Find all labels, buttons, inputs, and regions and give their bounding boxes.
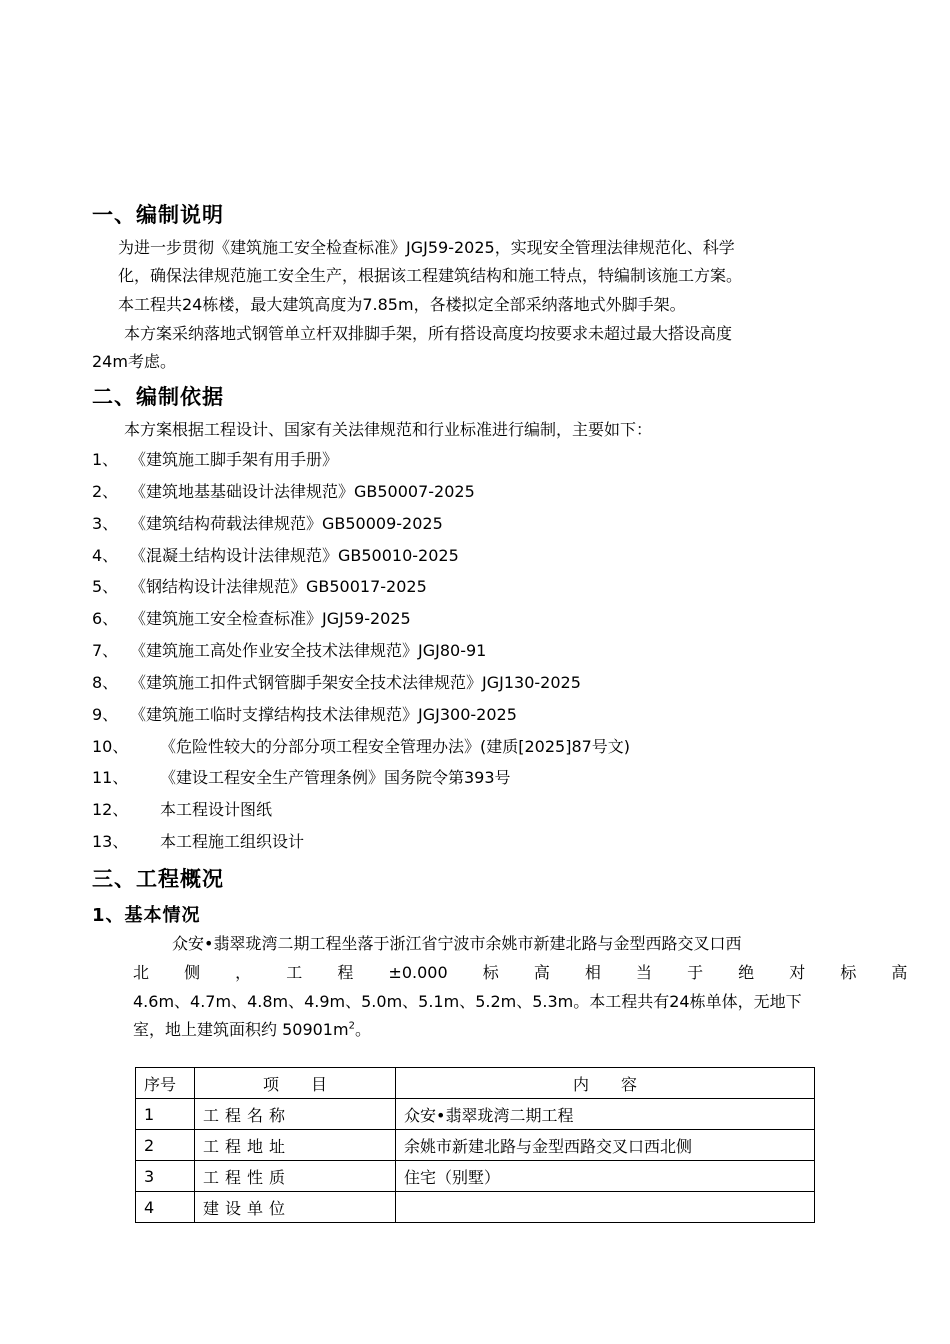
paragraph-line: 24m考虑。 bbox=[92, 352, 176, 371]
cell-content: 众安•翡翠珑湾二期工程 bbox=[396, 1099, 815, 1130]
list-text: 《混凝土结构设计法律规范》GB50010-2025 bbox=[130, 546, 459, 565]
section-title-compilation-notes: 一、编制说明 bbox=[92, 203, 224, 227]
basis-list-item bbox=[92, 514, 443, 534]
basis-list-item bbox=[92, 737, 630, 757]
section-title-project-overview: 三、工程概况 bbox=[92, 867, 224, 891]
list-text: 《建设工程安全生产管理条例》国务院令第393号 bbox=[160, 768, 511, 787]
paragraph-line: 众安•翡翠珑湾二期工程坐落于浙江省宁波市余姚市新建北路与金型西路交叉口西 bbox=[172, 934, 742, 953]
area-superscript: 2 bbox=[348, 1020, 355, 1032]
cell-content: 余姚市新建北路与金型西路交叉口西北侧 bbox=[396, 1130, 815, 1161]
area-text-end: 。 bbox=[354, 1020, 371, 1039]
list-text: 《建筑施工脚手架有用手册》 bbox=[130, 450, 339, 469]
table-row bbox=[136, 1161, 815, 1192]
basis-list-item bbox=[92, 705, 517, 725]
list-number: 11、 bbox=[92, 768, 129, 787]
table-row bbox=[136, 1192, 815, 1223]
list-number: 2、 bbox=[92, 482, 119, 501]
cell-item: 工程名称 bbox=[195, 1099, 396, 1130]
list-number: 9、 bbox=[92, 705, 119, 724]
cell-item: 建设单位 bbox=[195, 1192, 396, 1223]
list-number: 3、 bbox=[92, 514, 119, 533]
list-number: 4、 bbox=[92, 546, 119, 565]
list-text: 《钢结构设计法律规范》GB50017-2025 bbox=[130, 577, 427, 596]
cell-content bbox=[396, 1192, 815, 1223]
paragraph-line: 4.6m、4.7m、4.8m、4.9m、5.0m、5.1m、5.2m、5.3m。本工程共有24栋单体，无地下 bbox=[133, 992, 802, 1011]
cell-no: 4 bbox=[136, 1192, 195, 1223]
paragraph-line bbox=[133, 1020, 371, 1040]
header-cell-no: 序号 bbox=[136, 1068, 195, 1099]
table-row bbox=[136, 1099, 815, 1130]
table-row bbox=[136, 1130, 815, 1161]
paragraph-line: 为进一步贯彻《建筑施工安全检查标准》JGJ59-2025，实现安全管理法律规范化、科学 bbox=[118, 238, 735, 257]
list-text: 《建筑施工临时支撑结构技术法律规范》JGJ300-2025 bbox=[130, 705, 517, 724]
list-number: 8、 bbox=[92, 673, 119, 692]
cell-content: 住宅（别墅） bbox=[396, 1161, 815, 1192]
list-text: 《建筑施工安全检查标准》JGJ59-2025 bbox=[130, 609, 411, 628]
list-text: 《建筑施工扣件式钢管脚手架安全技术法律规范》JGJ130-2025 bbox=[130, 673, 581, 692]
list-number: 10、 bbox=[92, 737, 129, 756]
basis-list-item bbox=[92, 450, 338, 470]
basis-list-item bbox=[92, 800, 272, 820]
list-text: 《建筑施工高处作业安全技术法律规范》JGJ80-91 bbox=[130, 641, 487, 660]
project-info-table bbox=[135, 1067, 815, 1223]
basis-list-item bbox=[92, 832, 304, 852]
list-number: 1、 bbox=[92, 450, 119, 469]
basis-list-item bbox=[92, 768, 511, 788]
basis-list-item bbox=[92, 482, 475, 502]
cell-no: 1 bbox=[136, 1099, 195, 1130]
list-text: 本工程施工组织设计 bbox=[160, 832, 305, 851]
paragraph-line: 本工程共24栋楼，最大建筑高度为7.85m，各楼拟定全部采纳落地式外脚手架。 bbox=[118, 295, 686, 314]
paragraph-line: 北 侧 ， 工 程 ±0.000 标 高 相 当 于 绝 对 标 高 bbox=[133, 963, 908, 982]
list-text: 《建筑地基基础设计法律规范》GB50007-2025 bbox=[130, 482, 475, 501]
table-header-row bbox=[136, 1068, 815, 1099]
area-text: 室，地上建筑面积约 50901m bbox=[133, 1020, 349, 1039]
cell-item: 工程性质 bbox=[195, 1161, 396, 1192]
header-cell-item: 项 目 bbox=[195, 1068, 396, 1099]
cell-no: 3 bbox=[136, 1161, 195, 1192]
cell-no: 2 bbox=[136, 1130, 195, 1161]
list-number: 12、 bbox=[92, 800, 129, 819]
cell-item: 工程地址 bbox=[195, 1130, 396, 1161]
basis-list-item bbox=[92, 546, 459, 566]
list-text: 本工程设计图纸 bbox=[160, 800, 273, 819]
list-text: 《危险性较大的分部分项工程安全管理办法》(建质[2025]87号文) bbox=[160, 737, 631, 756]
subsection-title-basic-info: 1、基本情况 bbox=[92, 905, 201, 926]
basis-list-item bbox=[92, 609, 411, 629]
basis-list-item bbox=[92, 577, 427, 597]
basis-list-item bbox=[92, 641, 486, 661]
paragraph-line: 化，确保法律规范施工安全生产，根据该工程建筑结构和施工特点，特编制该施工方案。 bbox=[118, 266, 743, 285]
paragraph-line: 本方案采纳落地式钢管单立杆双排脚手架，所有搭设高度均按要求未超过最大搭设高度 bbox=[124, 324, 733, 343]
section-title-compilation-basis: 二、编制依据 bbox=[92, 385, 224, 409]
list-number: 7、 bbox=[92, 641, 119, 660]
paragraph-line: 本方案根据工程设计、国家有关法律规范和行业标准进行编制，主要如下： bbox=[124, 420, 653, 439]
list-text: 《建筑结构荷载法律规范》GB50009-2025 bbox=[130, 514, 443, 533]
list-number: 13、 bbox=[92, 832, 129, 851]
list-number: 6、 bbox=[92, 609, 119, 628]
header-cell-content: 内 容 bbox=[396, 1068, 815, 1099]
basis-list-item bbox=[92, 673, 581, 693]
list-number: 5、 bbox=[92, 577, 119, 596]
